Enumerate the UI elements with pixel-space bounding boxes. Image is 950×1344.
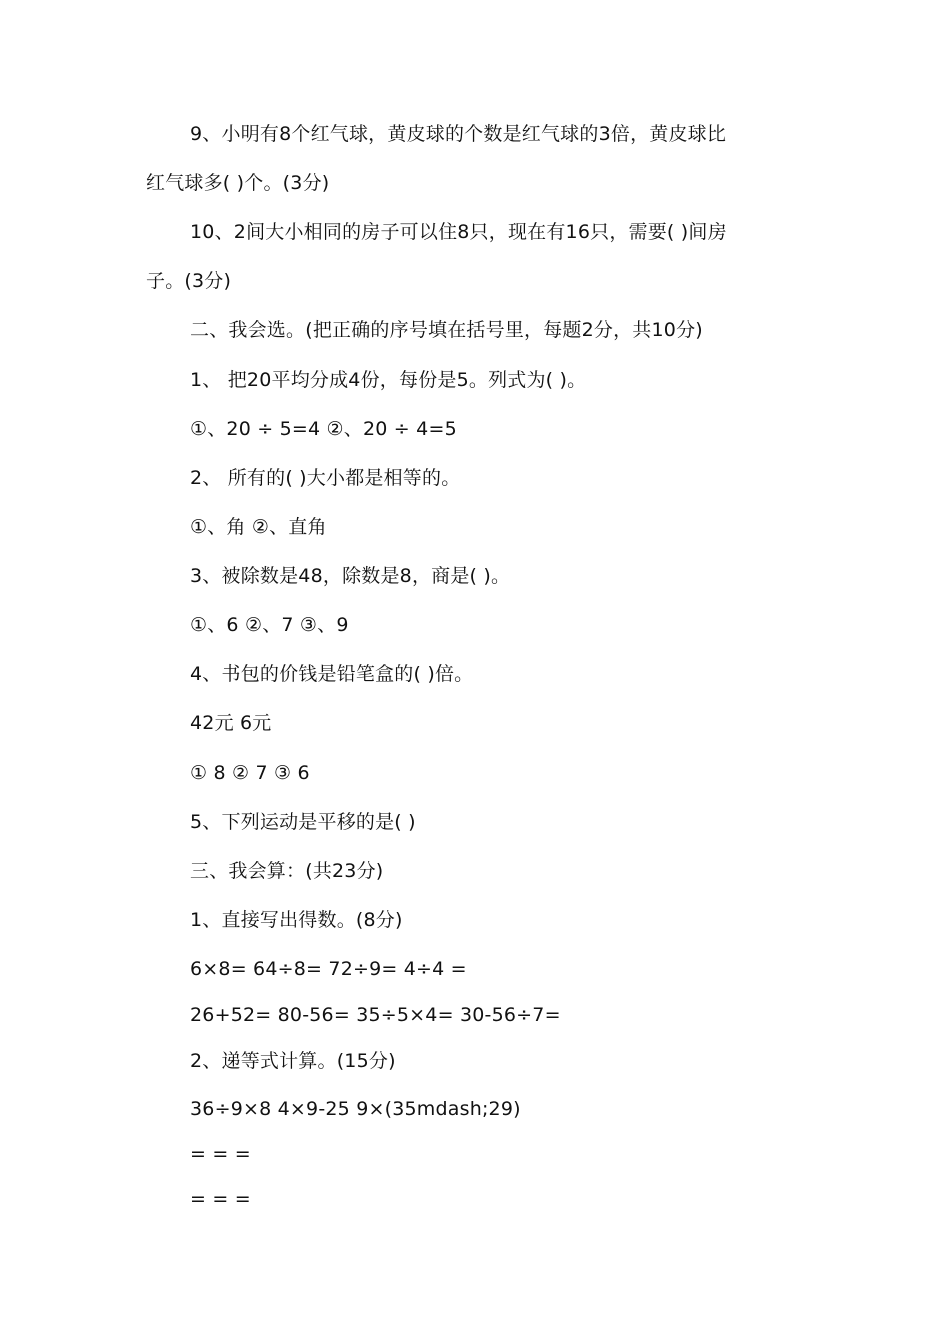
section-3-heading: 三、我会算：(共23分) — [190, 860, 384, 882]
choice-question-3: 3、被除数是48，除数是8，商是( )。 — [190, 565, 511, 587]
calc-part-1-heading: 1、直接写出得数。(8分) — [190, 909, 403, 931]
choice-question-2-options: ①、角 ②、直角 — [190, 516, 327, 538]
choice-question-1-options: ①、20 ÷ 5=4 ②、20 ÷ 4=5 — [190, 418, 457, 440]
calc-part-1-row-1: 6×8= 64÷8= 72÷9= 4÷4 = — [190, 958, 467, 980]
question-9-line-2: 红气球多( )个。(3分) — [146, 172, 330, 194]
choice-question-2: 2、 所有的( )大小都是相等的。 — [190, 467, 461, 489]
calc-part-2-heading: 2、递等式计算。(15分) — [190, 1050, 396, 1072]
choice-question-4: 4、书包的价钱是铅笔盒的( )倍。 — [190, 663, 474, 685]
question-10-line-2: 子。(3分) — [146, 270, 232, 292]
calc-part-1-row-2: 26+52= 80-56= 35÷5×4= 30-56÷7= — [190, 1004, 561, 1026]
choice-question-4-options: ① 8 ② 7 ③ 6 — [190, 762, 310, 784]
calc-part-2-equals-row-2: = = = — [190, 1188, 251, 1210]
section-2-heading: 二、我会选。(把正确的序号填在括号里，每题2分，共10分) — [190, 319, 703, 341]
question-10-line-1: 10、2间大小相同的房子可以住8只，现在有16只，需要( )间房 — [190, 221, 727, 243]
choice-question-1: 1、 把20平均分成4份，每份是5。列式为( )。 — [190, 369, 587, 391]
choice-question-4-prices: 42元 6元 — [190, 712, 272, 734]
question-9-line-1: 9、小明有8个红气球，黄皮球的个数是红气球的3倍，黄皮球比 — [190, 123, 727, 145]
choice-question-3-options: ①、6 ②、7 ③、9 — [190, 614, 349, 636]
choice-question-5: 5、下列运动是平移的是( ) — [190, 811, 416, 833]
calc-part-2-equals-row-1: = = = — [190, 1143, 251, 1165]
calc-part-2-expressions: 36÷9×8 4×9-25 9×(35mdash;29) — [190, 1098, 521, 1120]
